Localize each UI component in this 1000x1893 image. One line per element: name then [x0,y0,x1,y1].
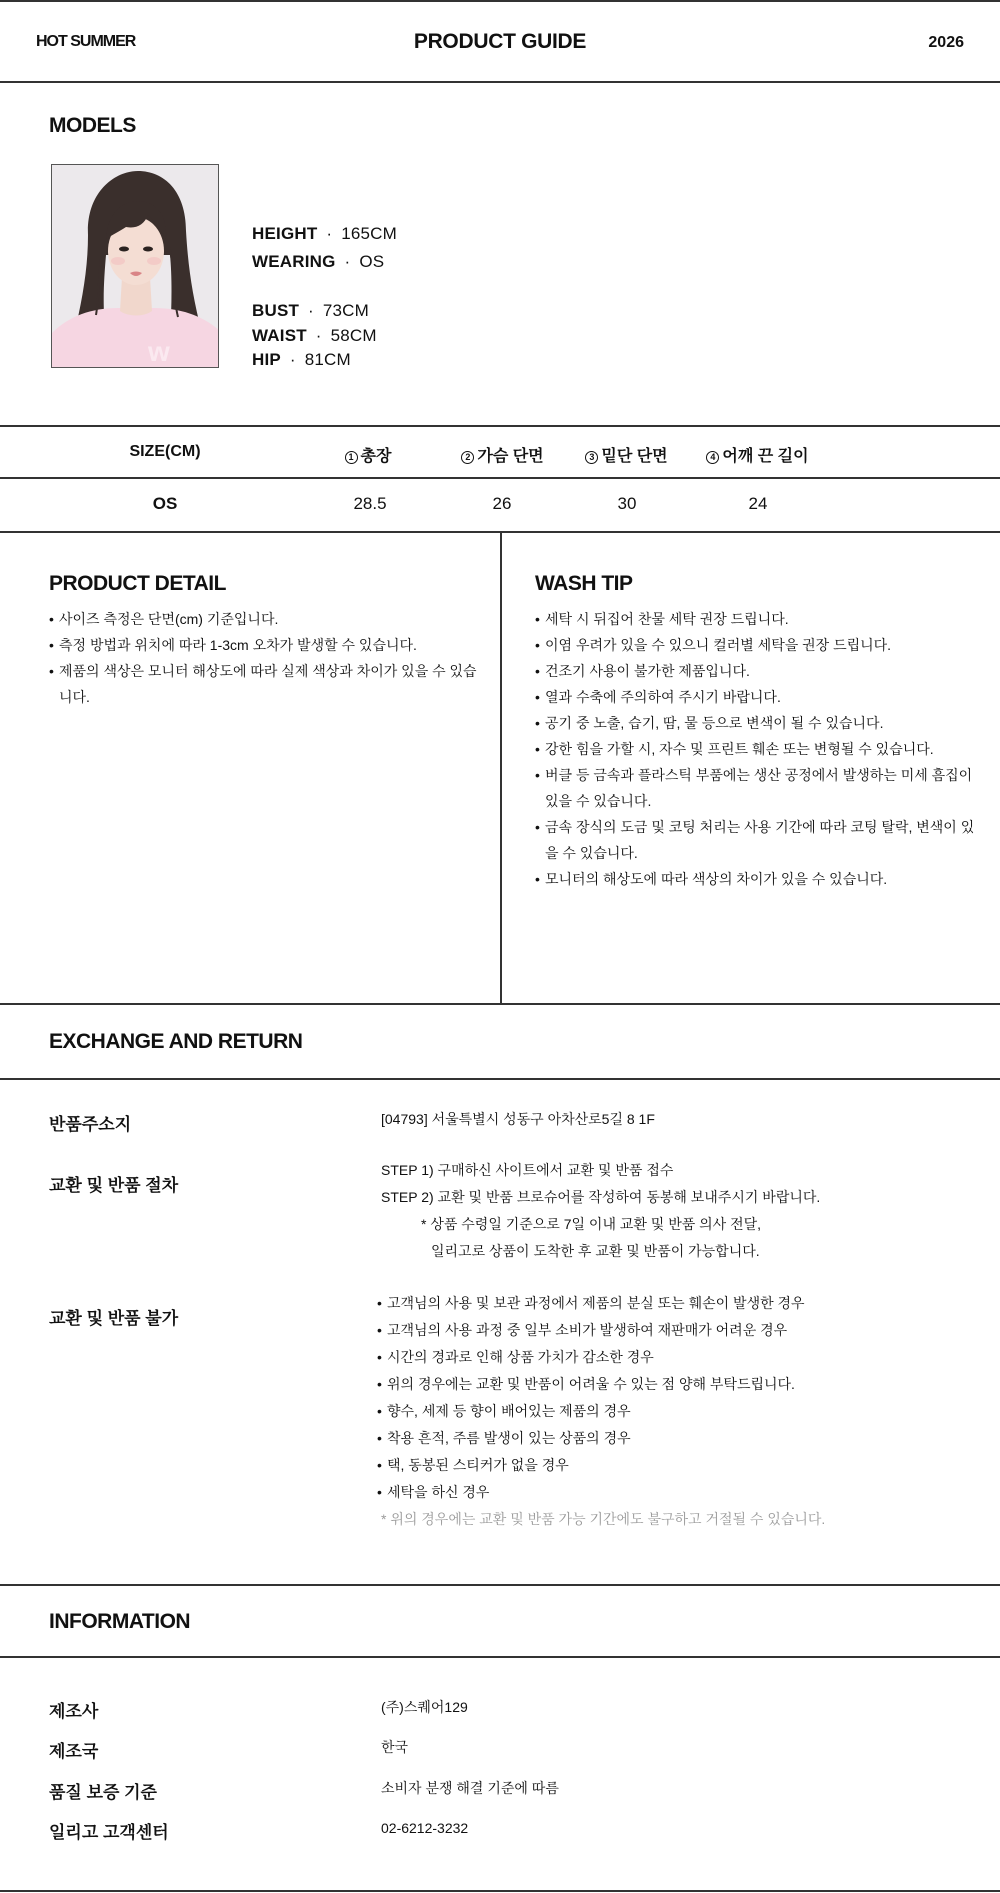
list-item: • 강한 힘을 가할 시, 자수 및 프린트 훼손 또는 변형될 수 있습니다. [535,736,975,762]
exchange-bottom-border [0,1584,1000,1586]
model-waist [252,326,377,346]
list-item: • 세탁 시 뒤집어 찬물 세탁 권장 드립니다. [535,606,975,632]
model-hip [252,350,351,370]
svg-text:w: w [148,336,170,367]
size-col-3 [574,443,679,466]
stat-separator: · [326,224,333,243]
unavailable-note: * 위의 경우에는 교환 및 반품 가능 기간에도 불구하고 거절될 수 있습니다. [381,1511,826,1527]
hip-value: 81CM [304,350,351,369]
waist-value: 58CM [330,326,377,345]
size-header-label: SIZE(CM) [129,443,201,460]
list-item: • 세탁을 하신 경우 [377,1479,937,1506]
procedure-line: * 상품 수령일 기준으로 7일 이내 교환 및 반품 의사 전달, [421,1216,762,1232]
size-col-2 [450,443,555,466]
unavailable-label: 교환 및 반품 불가 [49,1309,179,1328]
page-bottom-border [0,1890,1000,1892]
size-col-label: 가슴 단면 [477,448,544,465]
return-address-value: [04793] 서울특별시 성동구 아차산로5길 8 1F [381,1111,655,1127]
list-item: • 고객님의 사용 과정 중 일부 소비가 발생하여 재판매가 어려운 경우 [377,1317,937,1344]
list-item: • 측정 방법과 위치에 따라 1-3cm 오차가 발생할 수 있습니다. [49,632,479,658]
model-wearing [252,252,384,272]
procedure-line: STEP 1) 구매하신 사이트에서 교환 및 반품 접수 [381,1162,674,1178]
list-item: • 시간의 경과로 인해 상품 가치가 감소한 경우 [377,1344,937,1371]
page-title: PRODUCT GUIDE [413,30,587,53]
brand-name: HOT SUMMER [36,33,136,50]
wash-tip-title: WASH TIP [535,572,633,595]
height-value: 165CM [341,224,397,243]
size-value-4: 24 [748,494,768,513]
height-label: HEIGHT [252,224,318,243]
info-value-manufacturer: (주)스퀘어129 [381,1699,468,1715]
stat-separator: · [289,350,296,369]
circled-number-icon: 1 [345,451,358,464]
detail-bottom-border [0,1003,1000,1005]
procedure-line: STEP 2) 교환 및 반품 브로슈어를 작성하여 동봉해 보내주시기 바랍니다. [381,1189,821,1205]
unavailable-list [377,1290,937,1506]
size-value-1: 28.5 [353,494,387,513]
model-bust [252,301,369,321]
exchange-title: EXCHANGE AND RETURN [49,1030,303,1053]
wash-tip-list [535,606,975,892]
stat-separator: · [308,301,314,320]
size-row-label: OS [152,494,178,513]
bust-label: BUST [252,301,300,320]
size-table-top-border [0,425,1000,427]
list-item: • 금속 장식의 도금 및 코팅 처리는 사용 기간에 따라 코팅 탈락, 변색이 있을 수 있습니다. [535,814,975,866]
models-title: MODELS [49,114,136,137]
page-header [0,0,1000,82]
info-label-warranty: 품질 보증 기준 [49,1783,157,1802]
size-col-4 [700,443,815,466]
information-title: INFORMATION [49,1610,191,1633]
list-item: • 건조기 사용이 불가한 제품입니다. [535,658,975,684]
column-divider [500,531,502,1004]
size-table-mid-border [0,477,1000,479]
hip-label: HIP [252,350,281,369]
list-item: • 이염 우려가 있을 수 있으니 컬러별 세탁을 권장 드립니다. [535,632,975,658]
list-item: • 향수, 세제 등 향이 배어있는 제품의 경우 [377,1398,937,1425]
year-label: 2026 [928,34,964,51]
list-item: • 공기 중 노출, 습기, 땀, 물 등으로 변색이 될 수 있습니다. [535,710,975,736]
list-item: • 사이즈 측정은 단면(cm) 기준입니다. [49,606,479,632]
information-divider [0,1656,1000,1658]
procedure-line: 일리고로 상품이 도착한 후 교환 및 반품이 가능합니다. [431,1243,760,1259]
wearing-value: OS [359,252,385,271]
list-item: • 열과 수축에 주의하여 주시기 바랍니다. [535,684,975,710]
info-label-country: 제조국 [49,1742,99,1761]
procedure-label: 교환 및 반품 절차 [49,1176,179,1195]
list-item: • 착용 흔적, 주름 발생이 있는 상품의 경우 [377,1425,937,1452]
list-item: • 버클 등 금속과 플라스틱 부품에는 생산 공정에서 발생하는 미세 흠집이 있을 수 있습니다. [535,762,975,814]
bust-value: 73CM [322,301,369,320]
waist-label: WAIST [252,326,307,345]
info-label-customer-center: 일리고 고객센터 [49,1823,169,1842]
model-photo [51,164,219,368]
size-col-label: 밑단 단면 [601,448,668,465]
size-col-label: 총장 [360,448,392,465]
info-value-warranty: 소비자 분쟁 해결 기준에 따름 [381,1780,559,1796]
return-address-label: 반품주소지 [49,1115,132,1134]
info-value-country: 한국 [381,1739,409,1755]
circled-number-icon: 4 [706,451,719,464]
list-item: • 고객님의 사용 및 보관 과정에서 제품의 분실 또는 훼손이 발생한 경우 [377,1290,937,1317]
list-item: • 택, 동봉된 스티커가 없을 경우 [377,1452,937,1479]
stat-separator: · [315,326,322,345]
info-value-phone: 02-6212-3232 [381,1820,469,1836]
info-label-manufacturer: 제조사 [49,1702,99,1721]
model-height [252,224,397,244]
size-value-2: 26 [492,494,512,513]
header-divider [0,81,1000,83]
list-item: • 제품의 색상은 모니터 해상도에 따라 실제 색상과 차이가 있을 수 있습니다. [49,658,479,710]
size-col-label: 어깨 끈 길이 [722,448,809,465]
circled-number-icon: 2 [461,451,474,464]
exchange-divider [0,1078,1000,1080]
list-item: • 모니터의 해상도에 따라 색상의 차이가 있을 수 있습니다. [535,866,975,892]
stat-separator: · [344,252,351,271]
product-detail-list [49,606,479,710]
wearing-label: WEARING [252,252,336,271]
model-photo-image [52,165,219,368]
size-value-3: 30 [617,494,637,513]
circled-number-icon: 3 [585,451,598,464]
list-item: • 위의 경우에는 교환 및 반품이 어려울 수 있는 점 양해 부탁드립니다. [377,1371,937,1398]
size-col-1 [318,443,418,466]
product-detail-title: PRODUCT DETAIL [49,572,226,595]
